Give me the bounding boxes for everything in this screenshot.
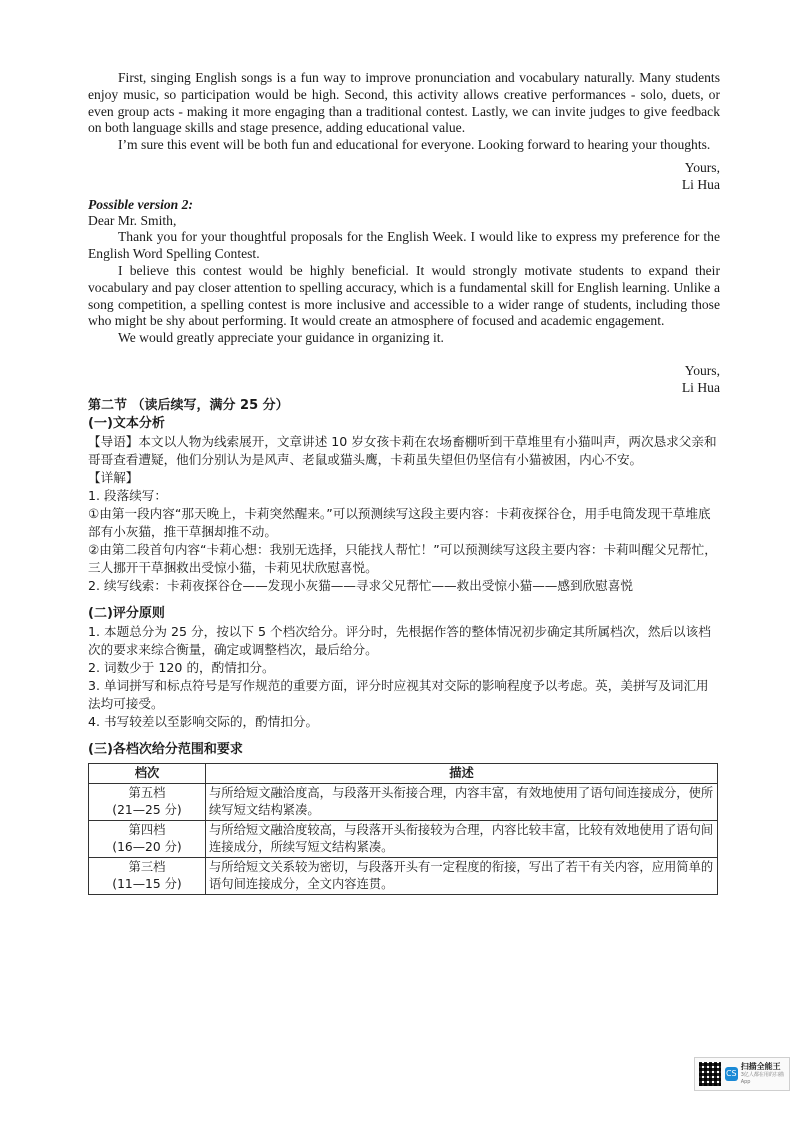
greeting: Dear Mr. Smith, — [88, 212, 177, 228]
level-range: (11—15 分) — [112, 876, 182, 891]
column-header-description: 描述 — [206, 763, 718, 783]
analysis-body — [88, 433, 720, 595]
scanner-watermark — [694, 1057, 790, 1091]
description-cell: 与所给短文融洽度高，与段落开头衔接合理，内容丰富，有效地使用了语句间连接成分，使所续写短文结构紧凑。 — [206, 783, 718, 820]
paragraph: First, singing English songs is a fun way to improve pronunciation and vocabulary naturally. Many students enjoy music, so participation would be high. Second, this activity allows creative performances - solo, duets, or even group acts - making it more engaging than a traditional contest. Lastly, we can invite judges to give feedback on both language skills and stage presence, adding educational value. — [88, 70, 720, 136]
grading-table — [88, 763, 718, 895]
point-1a: ①由第一段内容“那天晚上，卡莉突然醒来。”可以预测续写这段主要内容：卡莉夜探谷仓，用手电筒发现干草堆底部有小灰猫，推干草捆却推不动。 — [88, 505, 711, 539]
letter-2-signature: Li Hua — [681, 379, 720, 395]
principles-body — [88, 623, 720, 731]
paragraph: I’m sure this event will be both fun and educational for everyone. Looking forward to hearing your thoughts. — [118, 137, 711, 153]
level-range: (21—25 分) — [112, 802, 182, 817]
letter-1-closing: Yours, — [684, 159, 720, 175]
analysis-heading: (一)文本分析 — [88, 415, 165, 431]
principles-heading: (二)评分原则 — [88, 605, 165, 621]
version-2-label: Possible version 2: — [88, 196, 193, 212]
paragraph: I believe this contest would be highly beneficial. It would strongly motivate students to expand their vocabulary and pay closer attention to spelling accuracy, which is a fundamental skill for English learning. Unlike a song competition, a spelling contest is more inclusive and accessible to a wider range of students, including those who might be shy about performing. It would create an atmosphere of focused and academic engagement. — [88, 262, 720, 329]
level-name: 第五档 — [128, 785, 166, 800]
level-range: (16—20 分) — [112, 839, 182, 854]
table-row — [89, 783, 718, 820]
table-header-row — [89, 763, 718, 783]
qr-code-icon — [699, 1062, 721, 1086]
grading-heading: (三)各档次给分范围和要求 — [88, 741, 243, 757]
paragraph: We would greatly appreciate your guidance in organizing it. — [118, 330, 444, 346]
level-cell — [89, 820, 206, 857]
intro-paragraph: 【导语】本文以人物为线索展开，文章讲述 10 岁女孩卡莉在农场畜棚听到干草堆里有小猫叫声，两次恳求父亲和哥哥查看遭疑，他们分别认为是风声、老鼠或猫头鹰，卡莉虽失望但仍坚信有小猫被困，内心不安。 — [88, 433, 717, 467]
section-title: 第二节 （读后续写，满分 25 分） — [88, 397, 289, 413]
principle-item: 3. 单词拼写和标点符号是写作规范的重要方面，评分时应视其对交际的影响程度予以考虑。英，美拼写及词汇用法均可接受。 — [88, 677, 709, 711]
letter-2-closing: Yours, — [684, 362, 720, 378]
watermark-title: 扫描全能王 — [740, 1062, 781, 1071]
letter-2 — [88, 213, 720, 347]
column-header-level: 档次 — [89, 763, 206, 783]
level-name: 第四档 — [128, 822, 166, 837]
watermark-subtitle: 3亿人都在用的扫描App — [740, 1072, 784, 1085]
principle-item: 4. 书写较差以至影响交际的，酌情扣分。 — [88, 713, 319, 729]
letter-1-signature: Li Hua — [681, 176, 720, 192]
camscanner-logo-icon: CS — [725, 1067, 738, 1081]
level-cell — [89, 857, 206, 894]
level-name: 第三档 — [128, 859, 166, 874]
level-cell — [89, 783, 206, 820]
principle-item: 2. 词数少于 120 的，酌情扣分。 — [88, 659, 275, 675]
point-1: 1. 段落续写： — [88, 487, 167, 503]
table-row — [89, 857, 718, 894]
detail-label: 【详解】 — [88, 469, 139, 485]
paragraph: Thank you for your thoughtful proposals for the English Week. I would like to express my preference for the English Word Spelling Contest. — [88, 229, 720, 262]
table-row — [89, 820, 718, 857]
letter-1 — [88, 70, 720, 154]
watermark-text — [741, 1062, 789, 1086]
document-page — [88, 70, 720, 895]
description-cell: 与所给短文融洽度较高，与段落开头衔接较为合理，内容比较丰富，比较有效地使用了语句间连接成分，所续写短文结构紧凑。 — [206, 820, 718, 857]
point-2: 2. 续写线索：卡莉夜探谷仓——发现小灰猫——寻求父兄帮忙——救出受惊小猫——感到欣慰喜悦 — [88, 577, 633, 593]
point-1b: ②由第二段首句内容“卡莉心想：我别无选择，只能找人帮忙！”可以预测续写这段主要内容：卡莉叫醒父兄帮忙，三人挪开干草捆救出受惊小猫，卡莉见状欣慰喜悦。 — [88, 541, 717, 575]
description-cell: 与所给短文关系较为密切，与段落开头有一定程度的衔接，写出了若干有关内容，应用简单的语句间连接成分，全文内容连贯。 — [206, 857, 718, 894]
principle-item: 1. 本题总分为 25 分，按以下 5 个档次给分。评分时，先根据作答的整体情况初步确定其所属档次，然后以该档次的要求来综合衡量，确定或调整档次，最后给分。 — [88, 623, 711, 657]
